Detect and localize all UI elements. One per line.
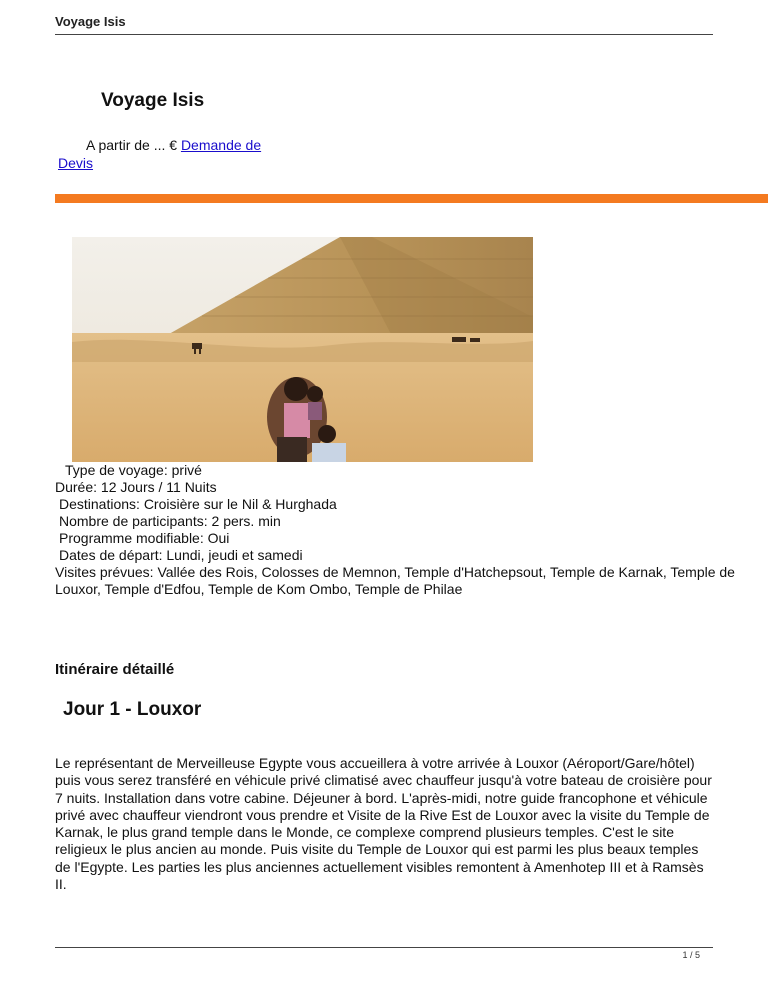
trip-details: [55, 462, 735, 598]
trip-type: Type de voyage: privé: [65, 462, 202, 478]
page-number: 1 / 5: [682, 950, 700, 960]
running-header: Voyage Isis: [55, 14, 126, 29]
header-rule: [55, 34, 713, 35]
quote-request-link[interactable]: Demande de Devis: [58, 137, 262, 171]
trip-departures: Dates de départ: Lundi, jeudi et samedi: [59, 547, 303, 563]
day1-heading: Jour 1 - Louxor: [63, 699, 202, 720]
trip-participants: Nombre de participants: 2 pers. min: [59, 513, 281, 529]
price-text: A partir de ... €: [86, 137, 181, 153]
day1-text: Le représentant de Merveilleuse Egypte vous accueillera à votre arrivée à Louxor (Aéroport/Gare/hôtel) puis vous serez transféré en véhicule privé climatisé avec chauffeur jusqu'à votre bateau de croisière pour 7 nuits. Installation dans votre cabine. Déjeuner à bord. L'après-midi, notre guide francophone et véhicule privé avec chauffeur viendront vous prendre et Visite de la Rive Est de Louxor avec la visite du Temple de Karnak, le plus grand temple dans le Monde, ce complexe comprend plusieurs temples. C'est le site religieux le plus ancien au monde. Puis visite du Temple de Louxor qui est parmi les plus beaux temples de l'Egypte. Les parties les plus anciennes actuellement visibles remontent à Amenhotep III et à Ramsès II.: [55, 755, 712, 893]
trip-duration: Durée: 12 Jours / 11 Nuits: [55, 479, 217, 495]
itinerary-heading: Itinéraire détaillé: [55, 661, 175, 678]
trip-program: Programme modifiable: Oui: [59, 530, 230, 546]
accent-bar: [55, 194, 768, 203]
trip-visits: Visites prévues: Vallée des Rois, Colosses de Memnon, Temple d'Hatchepsout, Temple de Karnak, Temple de Louxor, Temple d'Edfou, Temple de Kom Ombo, Temple de Philae: [55, 564, 735, 597]
pyramid-photo: [72, 237, 533, 462]
page-title: Voyage Isis: [101, 90, 205, 111]
price-line: [58, 136, 288, 172]
footer-rule: [55, 947, 713, 948]
trip-destinations: Destinations: Croisière sur le Nil & Hurghada: [59, 496, 337, 512]
